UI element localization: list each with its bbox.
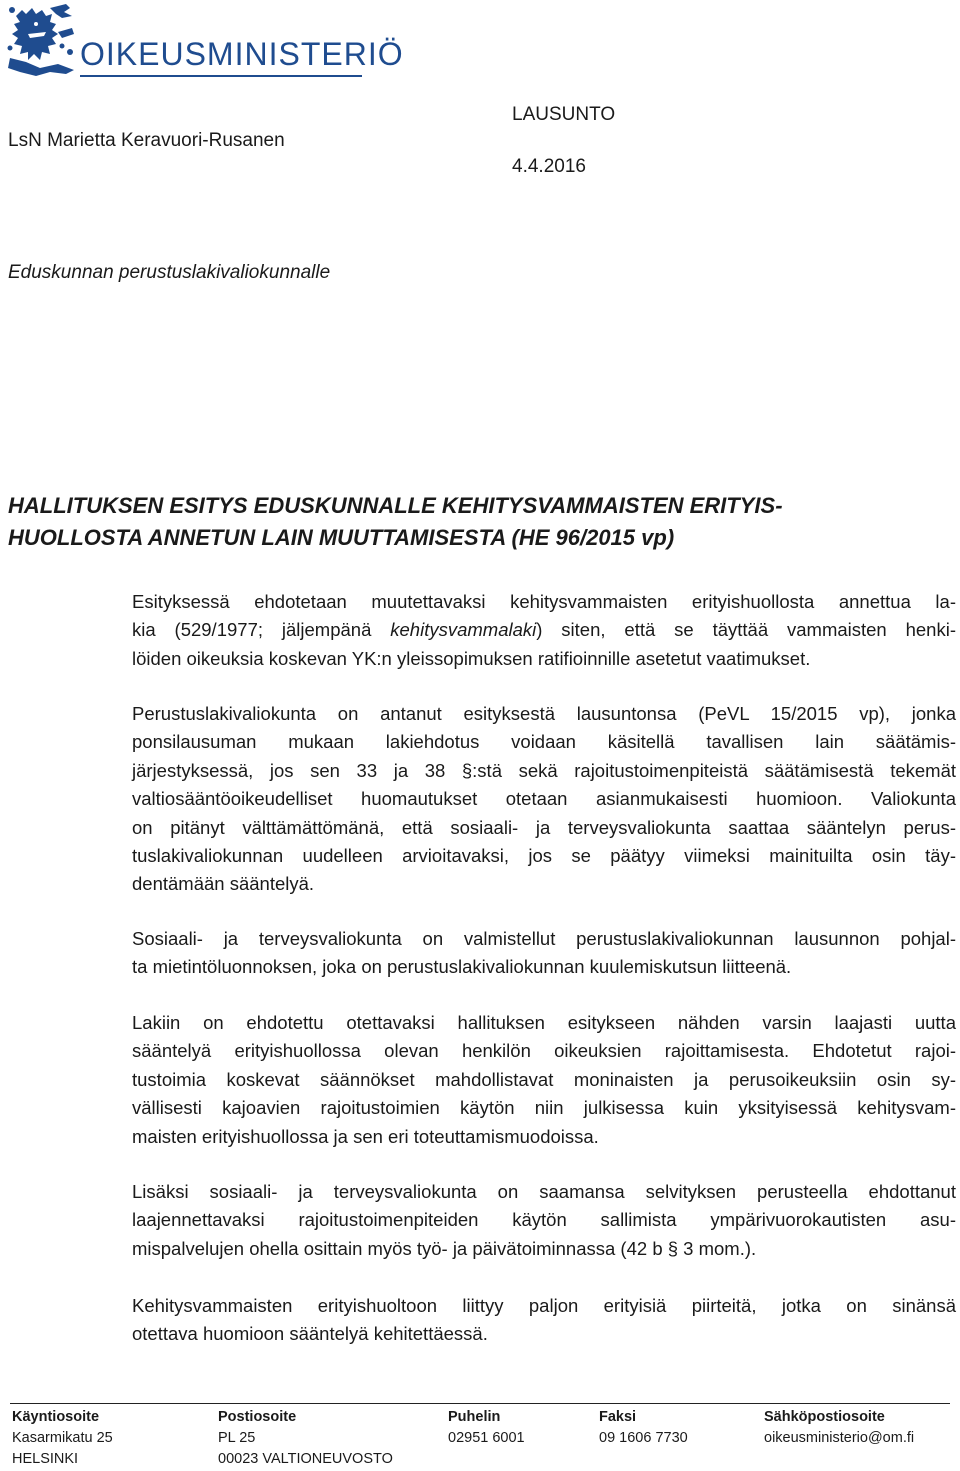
paragraph-line: Esityksessä ehdotetaan muutettavaksi kehitysvammaisten erityishuollosta annettua la- xyxy=(132,591,956,612)
body-paragraph xyxy=(132,588,956,673)
footer-fax xyxy=(599,1407,688,1449)
paragraph-line xyxy=(132,616,956,644)
footer-value: HELSINKI xyxy=(12,1451,79,1467)
emphasized-term: kehitysvammalaki xyxy=(390,619,537,641)
text-run: kia (529/1977; jäljempänä xyxy=(132,619,391,641)
text-run: ) siten, että se täyttää vammaisten henki- xyxy=(536,619,956,641)
paragraph-line: laajennettavaksi rajoitustoimenpiteiden käytön sallimista ympärivuorokautisten asu- xyxy=(132,1209,956,1231)
paragraph-line: löiden oikeuksia koskevan YK:n yleissopimuksen ratifioinnille asetetut vaatimukset. xyxy=(132,647,811,669)
paragraph-line: Lakiin on ehdotettu otettavaksi hallituksen esitykseen nähden varsin laajasti uutta xyxy=(132,1012,956,1033)
footer-value: 00023 VALTIONEUVOSTO xyxy=(218,1451,393,1467)
footer-label: Postiosoite xyxy=(218,1409,297,1425)
paragraph-line: vällisesti kajoavien rajoitustoimien käytön niin julkisessa kuin yksityisessä kehitysvam- xyxy=(132,1097,956,1119)
paragraph-line: sääntelyä erityishuollossa olevan henkilön oikeuksien rajoittamisesta. Ehdotetut rajoi- xyxy=(132,1040,956,1062)
footer-email xyxy=(764,1407,914,1449)
footer-value: Kasarmikatu 25 xyxy=(12,1430,113,1446)
paragraph-line: tustoimia koskevat säännökset mahdollistavat moninaisten ja perusoikeuksiin osin sy- xyxy=(132,1068,956,1090)
body-paragraph xyxy=(132,925,956,982)
paragraph-line: Kehitysvammaisten erityishuoltoon liittyy paljon erityisiä piirteitä, jotka on sinänsä xyxy=(132,1295,956,1316)
footer-label: Puhelin xyxy=(448,1409,501,1425)
footer-visiting-address xyxy=(12,1407,113,1470)
footer-value: 02951 6001 xyxy=(448,1430,525,1446)
footer-value: 09 1606 7730 xyxy=(599,1430,688,1446)
footer-label: Faksi xyxy=(599,1409,637,1425)
paragraph-line: on pitänyt välttämättömänä, että sosiaali- ja terveysvaliokunta saattaa sääntelyn perus- xyxy=(132,816,956,838)
body-paragraph xyxy=(132,700,956,899)
paragraph-line: Sosiaali- ja terveysvaliokunta on valmistellut perustuslakivaliokunnan lausunnon pohjal- xyxy=(132,928,956,949)
logo-wordmark: OIKEUSMINISTERIÖ xyxy=(80,36,404,72)
title-line: HUOLLOSTA ANNETUN LAIN MUUTTAMISESTA (HE 96/2015 vp) xyxy=(8,525,675,550)
paragraph-line: ta mietintöluonnoksen, joka on perustuslakivaliokunnan kuulemiskutsun liitteenä. xyxy=(132,956,792,978)
footer-label: Käyntiosoite xyxy=(12,1409,100,1425)
body-paragraph xyxy=(132,1009,956,1151)
addressee: Eduskunnan perustuslakivaliokunnalle xyxy=(8,262,331,283)
paragraph-line: Perustuslakivaliokunta on antanut esityksestä lausuntonsa (PeVL 15/2015 vp), jonka xyxy=(132,703,956,724)
paragraph-line: tuslakivaliokunnan uudelleen arvioitavaksi, jos se päätyy viimeksi mainituilta osin täy- xyxy=(132,845,956,867)
paragraph-line: Lisäksi sosiaali- ja terveysvaliokunta on saamansa selvityksen perusteella ehdottanut xyxy=(132,1181,956,1202)
logo-underline xyxy=(80,75,362,77)
paragraph-line: järjestyksessä, jos sen 33 ja 38 §:stä sekä rajoitustoimenpiteistä säätämisestä tekemät xyxy=(132,759,956,781)
footer-postal-address xyxy=(218,1407,393,1470)
paragraph-line: valtiosääntöoikeudelliset huomautukset otetaan asianmukaisesti huomioon. Valiokunta xyxy=(132,788,956,810)
document-date: 4.4.2016 xyxy=(512,156,586,177)
footer-label: Sähköpostiosoite xyxy=(764,1409,885,1425)
ministry-logo xyxy=(6,2,404,80)
document-title xyxy=(8,490,948,554)
paragraph-line: maisten erityishuollossa ja sen eri toteuttamismuodoissa. xyxy=(132,1125,599,1147)
paragraph-line: dentämään sääntelyä. xyxy=(132,873,315,895)
footer-email-link[interactable]: oikeusministerio@om.fi xyxy=(764,1430,915,1446)
paragraph-line: otettava huomioon sääntelyä kehitettäessä. xyxy=(132,1323,488,1345)
footer-phone xyxy=(448,1407,525,1449)
document-type: LAUSUNTO xyxy=(512,104,616,125)
footer-value: PL 25 xyxy=(218,1430,256,1446)
title-line: HALLITUKSEN ESITYS EDUSKUNNALLE KEHITYSVAMMAISTEN ERITYIS- xyxy=(8,493,783,518)
paragraph-line: mispalvelujen ohella osittain myös työ- ja päivätoiminnassa (42 b § 3 mom.). xyxy=(132,1237,757,1259)
lion-coat-of-arms-icon xyxy=(6,2,78,78)
body-paragraph xyxy=(132,1178,956,1263)
recipient-name: LsN Marietta Keravuori-Rusanen xyxy=(8,130,285,151)
page-footer xyxy=(10,1403,950,1470)
paragraph-line: ponsilausuman mukaan lakiehdotus voidaan käsitellä tavallisen lain säätämis- xyxy=(132,731,956,753)
body-paragraph xyxy=(132,1292,956,1349)
